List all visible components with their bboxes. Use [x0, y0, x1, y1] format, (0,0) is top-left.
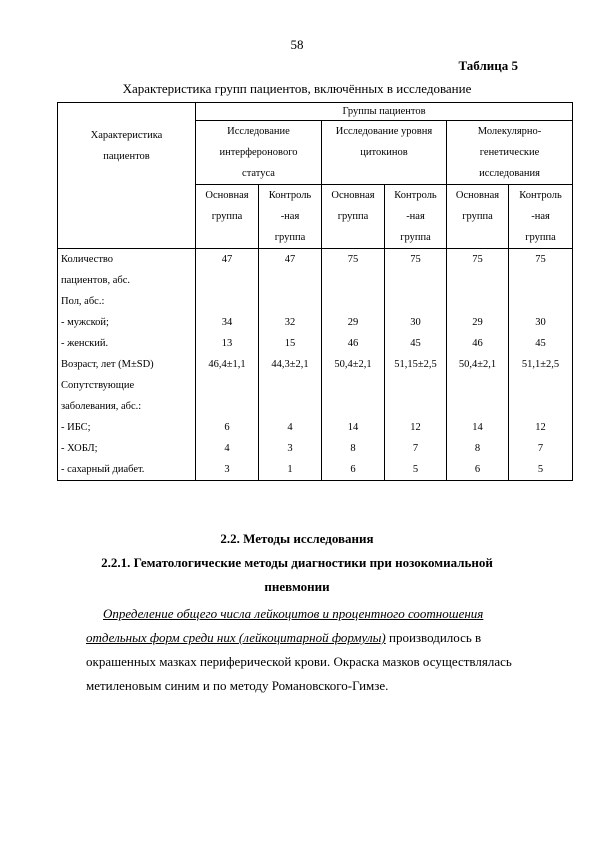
table-cell — [324, 396, 382, 417]
table-cell: 50,4±2,1 — [334, 359, 372, 370]
table-cell: 51,1±2,5 — [521, 359, 560, 370]
table-cell: 5 — [537, 464, 544, 475]
table-cell: 15 — [284, 338, 296, 349]
row-label: - ИБС; — [61, 422, 91, 433]
column-values-genetic-control — [509, 249, 573, 481]
row-label: пациентов, абс. — [61, 275, 130, 286]
column-values-cytokine-control — [385, 249, 447, 481]
study-genetic-header: Молекулярно- генетические исследования — [447, 121, 573, 185]
subgroup-control-header: Контроль -ная группа — [385, 185, 447, 249]
row-label: Сопутствующие — [61, 380, 135, 391]
table-cell: 1 — [287, 464, 293, 475]
table-cell — [261, 291, 319, 312]
table-cell: 51,15±2,5 — [394, 359, 437, 370]
study-interferon-header: Исследование интерферонового статуса — [196, 121, 322, 185]
section-heading: 2.2. Методы исследования — [220, 531, 374, 546]
subgroup-main-header: Основная группа — [447, 185, 509, 249]
row-labels-cell — [58, 249, 196, 481]
paragraph-line — [86, 626, 566, 650]
table-cell: 47 — [221, 254, 233, 265]
table-cell: 29 — [347, 317, 359, 328]
table-cell: 75 — [535, 254, 546, 265]
subgroup-main-header: Основная группа — [322, 185, 385, 249]
table-cell: 6 — [474, 464, 481, 475]
underlined-term: отдельных форм среди них (лейкоцитарной формулы) — [86, 630, 386, 645]
table-cell — [261, 396, 319, 417]
table-cell — [261, 270, 319, 291]
table-cell: 30 — [410, 317, 421, 328]
subsection-heading: 2.2.1. Гематологические методы диагностики при нозокомиальной — [101, 555, 493, 570]
table-caption: Характеристика групп пациентов, включённых в исследование — [122, 81, 472, 96]
table-cell: 75 — [410, 254, 421, 265]
table-cell: 6 — [350, 464, 356, 475]
table-cell: 29 — [472, 317, 483, 328]
table-cell — [511, 270, 570, 291]
column-values-cytokine-main — [322, 249, 385, 481]
row-label: - ХОБЛ; — [61, 443, 98, 454]
table-cell — [324, 375, 382, 396]
table-cell: 34 — [221, 317, 233, 328]
table-cell — [449, 291, 506, 312]
row-label: заболевания, абс.: — [61, 401, 142, 412]
table-cell: 45 — [410, 338, 421, 349]
groups-header: Группы пациентов — [196, 103, 573, 121]
table-cell — [511, 291, 570, 312]
table-cell — [449, 396, 506, 417]
paragraph-text: производилось в — [385, 630, 482, 645]
table-cell — [387, 291, 444, 312]
table-cell: 7 — [412, 443, 419, 454]
row-label: Количество — [61, 254, 114, 265]
table-cell: 8 — [350, 443, 356, 454]
table-cell: 44,3±2,1 — [271, 359, 309, 370]
table-cell: 12 — [535, 422, 546, 433]
table-cell: 30 — [535, 317, 546, 328]
row-label: - мужской; — [61, 317, 109, 328]
subgroup-main-header: Основная группа — [196, 185, 259, 249]
table-cell: 3 — [224, 464, 230, 475]
underlined-term: Определение общего числа лейкоцитов и процентного соотношения — [103, 606, 484, 621]
column-values-genetic-main — [447, 249, 509, 481]
table-cell — [198, 291, 256, 312]
row-label: - сахарный диабет. — [61, 464, 145, 475]
page-number: 58 — [290, 37, 304, 52]
table-cell: 12 — [410, 422, 421, 433]
table-cell: 46 — [347, 338, 359, 349]
table-cell — [198, 375, 256, 396]
subsection-heading-continued: пневмонии — [264, 579, 330, 594]
table-cell: 47 — [284, 254, 296, 265]
table-cell — [449, 270, 506, 291]
table-cell — [387, 396, 444, 417]
subgroup-control-header: Контроль -ная группа — [509, 185, 573, 249]
study-cytokine-header: Исследование уровня цитокинов — [322, 121, 447, 185]
row-label: - женский. — [61, 338, 109, 349]
table-cell: 45 — [535, 338, 546, 349]
table-label: Таблица 5 — [458, 58, 518, 73]
table-cell: 3 — [287, 443, 293, 454]
table-cell: 5 — [412, 464, 419, 475]
table-cell — [198, 270, 256, 291]
paragraph-line — [103, 602, 566, 626]
table-cell — [261, 375, 319, 396]
table-cell — [511, 375, 570, 396]
table-cell: 46,4±1,1 — [208, 359, 246, 370]
table-cell: 14 — [347, 422, 359, 433]
corner-header: Характеристика пациентов — [58, 103, 196, 249]
paragraph-line: метиленовым синим и по методу Романовского-Гимзе. — [86, 678, 389, 693]
table-body-row — [58, 249, 573, 481]
table-cell — [387, 270, 444, 291]
column-values-interferon-control — [259, 249, 322, 481]
table-cell — [387, 375, 444, 396]
table-cell: 46 — [472, 338, 483, 349]
table-cell — [449, 375, 506, 396]
paragraph-line: окрашенных мазках периферической крови. Окраска мазков осуществлялась — [86, 654, 512, 669]
table-cell: 32 — [284, 317, 296, 328]
table-cell: 7 — [537, 443, 544, 454]
table-cell: 4 — [287, 422, 293, 433]
column-values-interferon-main — [196, 249, 259, 481]
table-cell — [198, 396, 256, 417]
table-cell — [511, 396, 570, 417]
table-cell: 75 — [347, 254, 359, 265]
table-cell: 6 — [224, 422, 230, 433]
table-cell — [324, 291, 382, 312]
patient-groups-table — [57, 102, 573, 481]
table-cell: 8 — [474, 443, 481, 454]
table-cell: 75 — [472, 254, 483, 265]
table-cell — [324, 270, 382, 291]
row-label: Возраст, лет (M±SD) — [61, 359, 154, 370]
row-label: Пол, абс.: — [61, 296, 105, 307]
table-cell: 14 — [472, 422, 483, 433]
subgroup-control-header: Контроль -ная группа — [259, 185, 322, 249]
table-cell: 4 — [224, 443, 230, 454]
table-cell: 13 — [221, 338, 233, 349]
table-cell: 50,4±2,1 — [458, 359, 497, 370]
